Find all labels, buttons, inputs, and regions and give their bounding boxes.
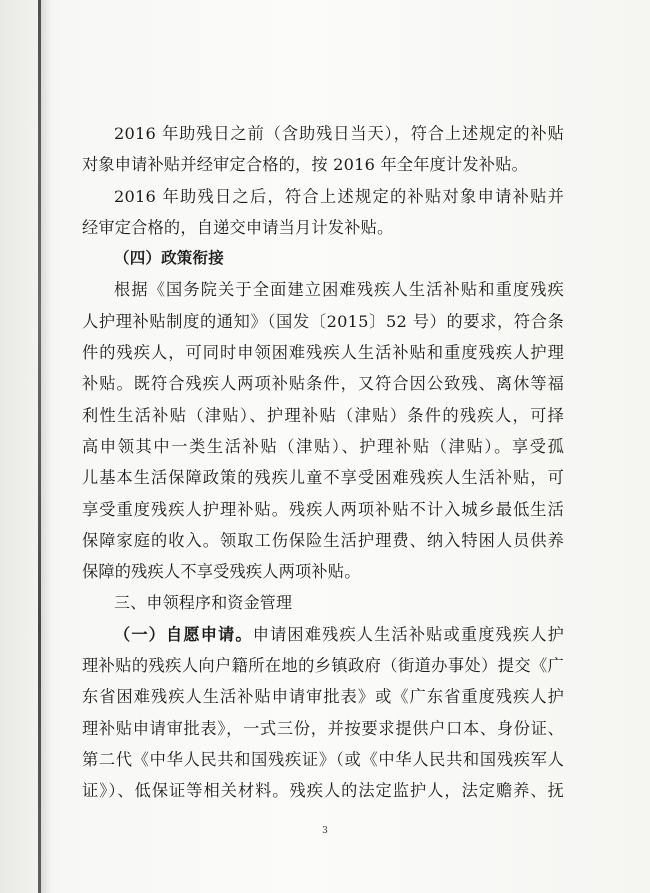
paragraph-line: 2016 年助残日之后，符合上述规定的补贴对象申请补贴并 [114,186,564,206]
paragraph-line: 经审定合格的，自递交申请当月计发补贴。 [82,217,394,237]
paragraph-line: 人护理补贴制度的通知》（国发〔2015〕52 号）的要求，符合条 [82,311,564,331]
chapter-heading: 三、申领程序和资金管理 [114,593,293,613]
document-body [82,118,564,807]
page-number: 3 [322,826,328,836]
paragraph-line [82,619,564,650]
paragraph-line: 高申领其中一类生活补贴（津贴）、护理补贴（津贴）。享受孤 [82,436,564,456]
paragraph-line: 理补贴的残疾人向户籍所在地的乡镇政府（街道办事处）提交《广 [82,656,564,676]
paragraph-line: 利性生活补贴（津贴）、护理补贴（津贴）条件的残疾人，可择 [82,405,564,425]
paragraph-line: 根据《国务院关于全面建立困难残疾人生活补贴和重度残疾 [114,280,564,300]
binding-shadow [41,0,51,893]
paragraph-line: 件的残疾人，可同时申领困难残疾人生活补贴和重度残疾人护理 [82,343,564,363]
paragraph-line: 享受重度残疾人护理补贴。残疾人两项补贴不计入城乡最低生活 [82,499,564,519]
paragraph-line: 补贴。既符合残疾人两项补贴条件，又符合因公致残、离休等福 [82,374,564,394]
paragraph-text: 申请困难残疾人生活补贴或重度残疾人护 [252,624,564,644]
paragraph-line: 对象申请补贴并经审定合格的，按 2016 年全年度计发补贴。 [82,155,528,175]
paragraph-line: 证》）、低保证等相关材料。残疾人的法定监护人，法定赡养、抚 [82,781,564,801]
paragraph-line: 保障的残疾人不享受残疾人两项补贴。 [82,562,361,582]
paragraph-line: 东省困难残疾人生活补贴申请审批表》或《广东省重度残疾人护 [82,687,564,707]
paragraph-line: 2016 年助残日之前（含助残日当天），符合上述规定的补贴 [114,124,564,143]
paragraph-line: 儿基本生活保障政策的残疾儿童不享受困难残疾人生活补贴，可 [82,468,564,488]
paragraph-line: 保障家庭的收入。领取工伤保险生活护理费、纳入特困人员供养 [82,530,564,550]
inline-heading: （一）自愿申请。 [114,624,253,644]
paragraph-line: 第二代《中华人民共和国残疾证》（或《中华人民共和国残疾军人 [82,749,564,769]
paragraph-line: 理补贴申请审批表》，一式三份，并按要求提供户口本、身份证、 [82,718,564,738]
section-heading: （四）政策衔接 [114,249,224,268]
